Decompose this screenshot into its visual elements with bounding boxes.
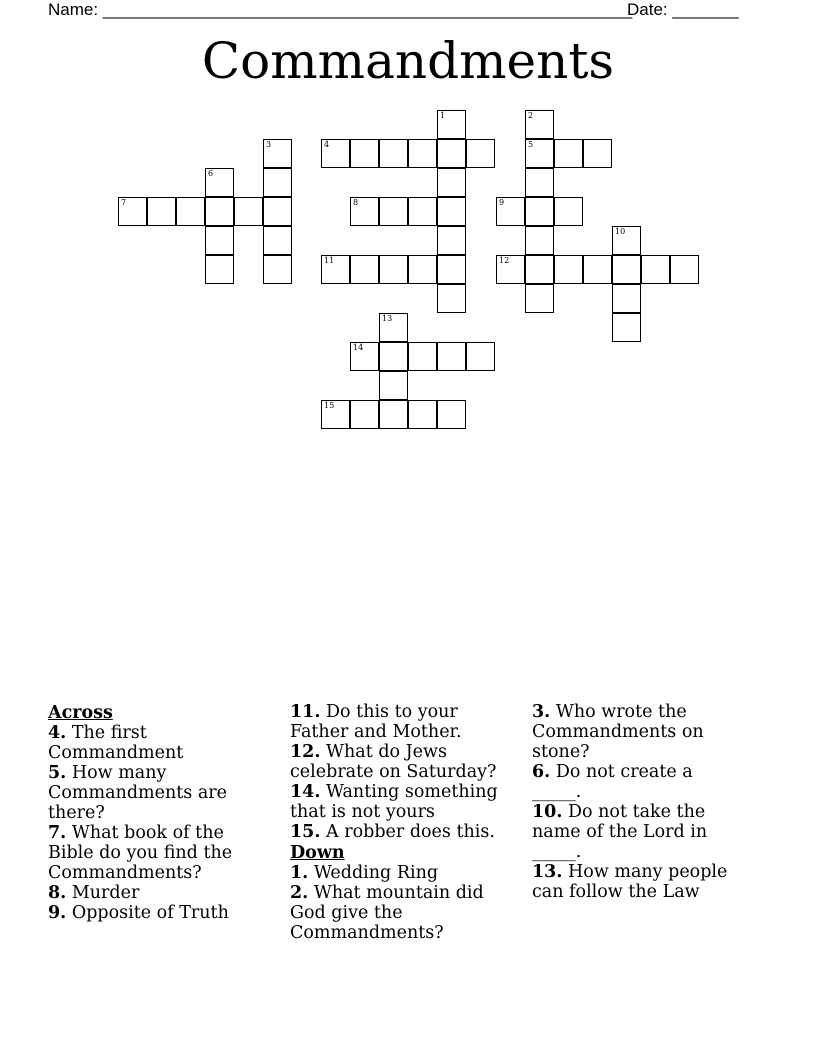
crossword-cell[interactable] [263,226,292,255]
crossword-cell[interactable] [350,342,379,371]
cell-number: 3 [266,140,272,149]
crossword-cell[interactable] [205,197,234,226]
clue-number: 8. [48,883,67,903]
clue-text: What book of the Bible do you find the Commandments? [48,823,233,883]
crossword-cell[interactable] [350,139,379,168]
crossword-cell[interactable] [583,139,612,168]
clue-text: What do Jews celebrate on Saturday? [290,742,497,782]
clue-across-8 [48,883,253,903]
crossword-cell[interactable] [437,342,466,371]
crossword-cell[interactable] [612,284,641,313]
crossword-cell[interactable] [118,197,147,226]
clue-across-14 [290,782,512,822]
crossword-cell[interactable] [612,313,641,342]
crossword-cell[interactable] [205,255,234,284]
clue-text: Wedding Ring [313,863,439,883]
cell-number: 14 [353,343,364,352]
crossword-cell[interactable] [205,226,234,255]
clue-text: Murder [71,883,140,903]
crossword-cell[interactable] [437,400,466,429]
crossword-cell[interactable] [263,255,292,284]
clue-text: The first Commandment [48,723,184,763]
clue-text: Wanting something that is not yours [290,782,498,822]
clue-number: 2. [290,883,309,903]
crossword-cell[interactable] [437,197,466,226]
clue-down-13 [532,862,747,902]
crossword-cell[interactable] [350,255,379,284]
clue-number: 14. [290,782,321,802]
cell-number: 2 [528,111,534,120]
cell-number: 15 [324,401,335,410]
clue-text: Do not create a _____. [532,762,693,802]
cell-number: 12 [499,256,510,265]
clues-column-2 [290,702,512,943]
crossword-cell[interactable] [379,313,408,342]
crossword-cell[interactable] [554,139,583,168]
crossword-cell[interactable] [147,197,176,226]
cell-number: 5 [528,140,534,149]
clue-text: What mountain did God give the Commandments? [290,883,484,943]
crossword-cell[interactable] [583,255,612,284]
clue-number: 13. [532,862,563,882]
clue-down-10 [532,802,747,862]
crossword-cell[interactable] [466,139,495,168]
crossword-cell[interactable] [408,342,437,371]
clue-down-2 [290,883,512,943]
crossword-cell[interactable] [408,197,437,226]
clue-down-1 [290,863,512,883]
crossword-cell[interactable] [350,197,379,226]
clue-number: 7. [48,823,67,843]
cell-number: 8 [353,198,359,207]
clue-number: 4. [48,723,67,743]
crossword-cell[interactable] [263,139,292,168]
clue-text: Do this to your Father and Mother. [290,702,462,742]
crossword-cell[interactable] [263,197,292,226]
clue-text: A robber does this. [326,822,495,842]
crossword-cell[interactable] [437,168,466,197]
crossword-cell[interactable] [670,255,699,284]
crossword-cell[interactable] [525,168,554,197]
crossword-cell[interactable] [321,139,350,168]
date-field-label: Date: _______ [627,0,739,19]
crossword-cell[interactable] [234,197,263,226]
crossword-cell[interactable] [612,255,641,284]
page-title: Commandments [201,32,615,90]
crossword-cell[interactable] [612,226,641,255]
crossword-cell[interactable] [496,255,525,284]
clues-column-1 [48,702,253,923]
crossword-cell[interactable] [408,255,437,284]
crossword-cell[interactable] [408,400,437,429]
clue-across-9 [48,903,253,923]
crossword-cell[interactable] [437,255,466,284]
clue-across-11 [290,702,512,742]
clue-down-6 [532,762,747,802]
across-heading: Across [48,703,113,723]
crossword-cell[interactable] [350,400,379,429]
crossword-cell[interactable] [525,197,554,226]
cell-number: 7 [121,198,127,207]
clue-text: Do not take the name of the Lord in _____. [532,802,708,862]
crossword-cell[interactable] [263,168,292,197]
cell-number: 9 [499,198,505,207]
clue-across-4 [48,723,253,763]
clue-number: 6. [532,762,551,782]
crossword-cell[interactable] [379,342,408,371]
down-heading: Down [290,843,345,863]
crossword-cell[interactable] [379,139,408,168]
crossword-cell[interactable] [554,197,583,226]
cell-number: 1 [440,111,446,120]
crossword-cell[interactable] [379,400,408,429]
clue-across-15 [290,822,512,842]
cell-number: 6 [208,169,214,178]
crossword-cell[interactable] [408,139,437,168]
crossword-cell[interactable] [205,168,234,197]
crossword-cell[interactable] [496,197,525,226]
crossword-cell[interactable] [437,139,466,168]
name-field-label: Name: ________________________________________________________ [48,0,633,19]
clue-number: 11. [290,702,321,722]
crossword-grid [0,0,816,460]
clue-number: 10. [532,802,563,822]
clue-across-7 [48,823,253,883]
crossword-cell[interactable] [437,226,466,255]
clue-across-12 [290,742,512,782]
cell-number: 13 [382,314,393,323]
crossword-cell[interactable] [525,255,554,284]
crossword-cell[interactable] [525,110,554,139]
cell-number: 11 [324,256,335,265]
crossword-cell[interactable] [641,255,670,284]
crossword-cell[interactable] [437,284,466,313]
crossword-cell[interactable] [437,110,466,139]
cell-number: 4 [324,140,330,149]
clue-text: How many people can follow the Law [532,862,728,902]
clue-number: 9. [48,903,67,923]
clue-number: 5. [48,763,67,783]
crossword-cell[interactable] [379,255,408,284]
crossword-cell[interactable] [379,371,408,400]
crossword-cell[interactable] [525,284,554,313]
clue-number: 12. [290,742,321,762]
crossword-cell[interactable] [176,197,205,226]
clue-number: 1. [290,863,309,883]
clue-down-3 [532,702,747,762]
crossword-cell[interactable] [379,197,408,226]
clue-number: 3. [532,702,551,722]
crossword-cell[interactable] [466,342,495,371]
clue-text: How many Commandments are there? [48,763,227,823]
cell-number: 10 [615,227,626,236]
crossword-cell[interactable] [321,400,350,429]
crossword-cell[interactable] [525,226,554,255]
clue-number: 15. [290,822,321,842]
clue-text: Opposite of Truth [71,903,229,923]
crossword-cell[interactable] [554,255,583,284]
crossword-cell[interactable] [525,139,554,168]
clue-text: Who wrote the Commandments on stone? [532,702,704,762]
clues-column-3 [532,702,747,902]
crossword-cell[interactable] [321,255,350,284]
clue-across-5 [48,763,253,823]
